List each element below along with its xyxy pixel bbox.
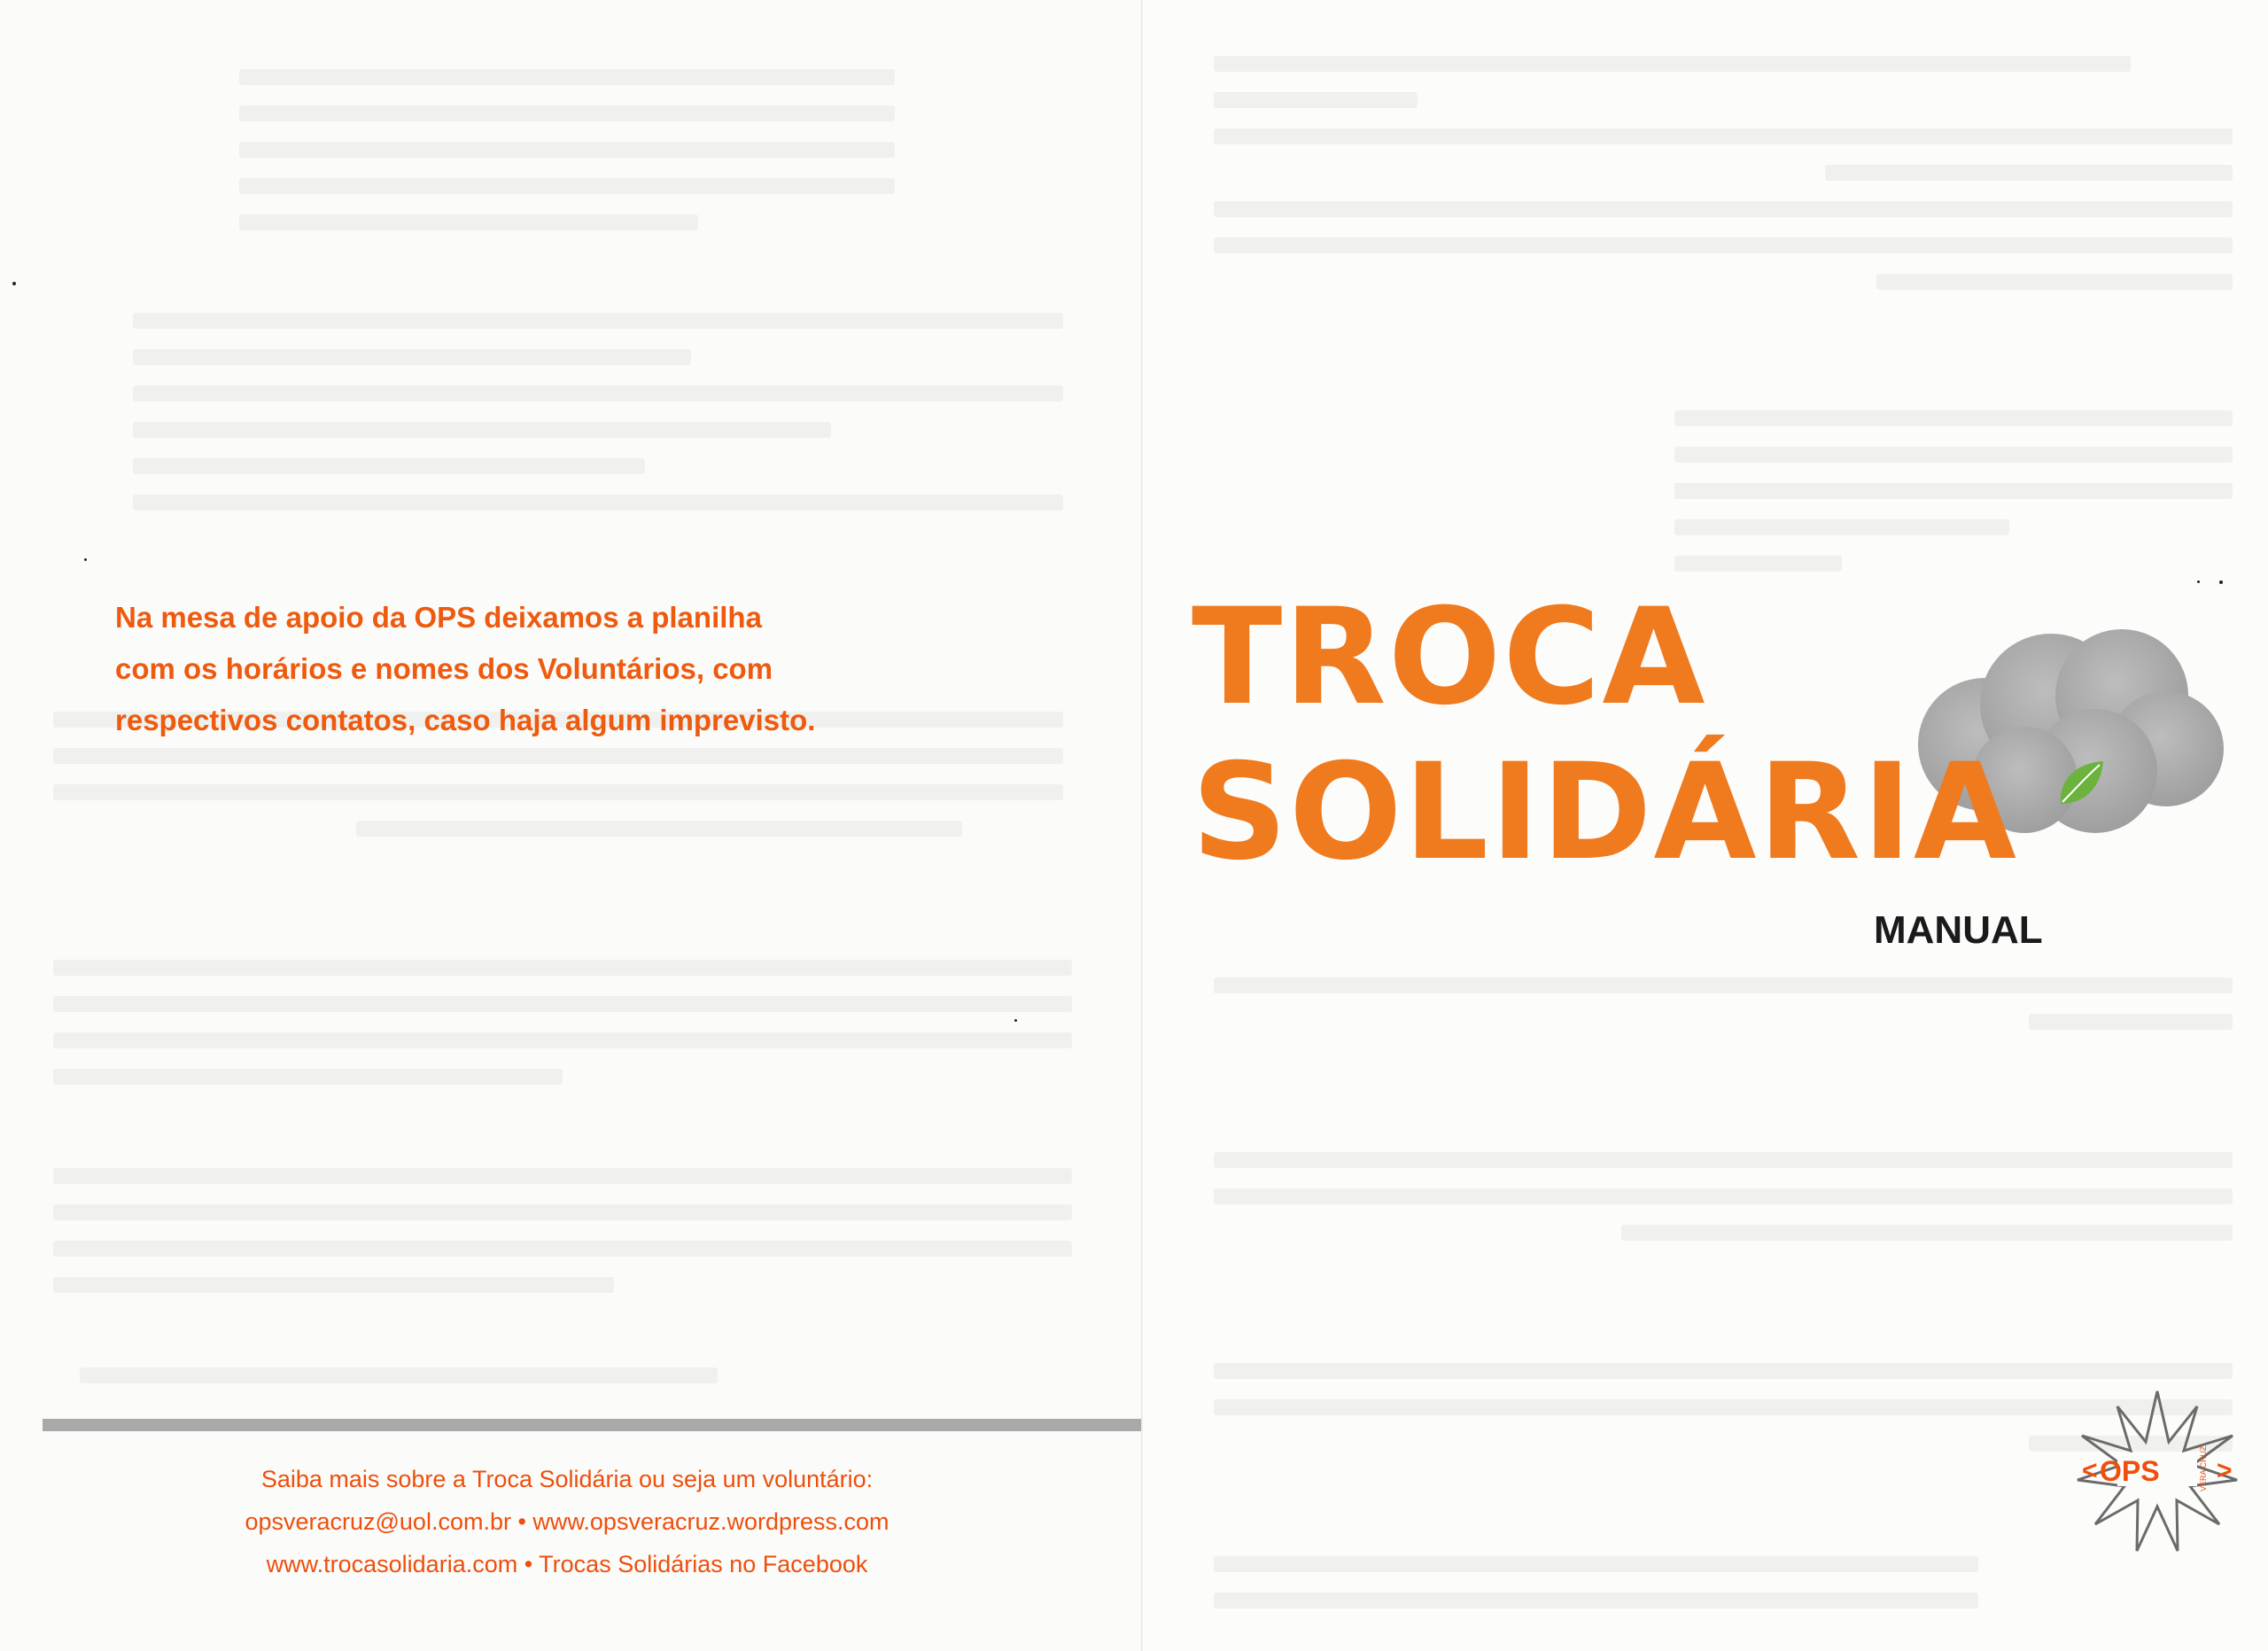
contact-info xyxy=(115,1458,1019,1585)
svg-text:>: > xyxy=(2217,1456,2233,1485)
cover-subtitle: MANUAL xyxy=(1874,908,2043,952)
note-line-3: respectivos contatos, caso haja algum imprevisto. xyxy=(115,704,816,736)
show-through-text xyxy=(0,292,1143,531)
svg-text:<: < xyxy=(2082,1456,2098,1485)
logo-subtext: VERA CRUZ xyxy=(2199,1445,2208,1491)
contact-intro: Saiba mais sobre a Troca Solidária ou seja um voluntário: xyxy=(260,1466,874,1492)
contact-site-facebook[interactable]: www.trocasolidaria.com • Trocas Solidárias no Facebook xyxy=(266,1551,868,1577)
show-through-text xyxy=(1143,390,2268,592)
scan-speck xyxy=(2219,580,2223,584)
contact-email-website[interactable]: opsveracruz@uol.com.br • www.opsveracruz.wordpress.com xyxy=(245,1508,889,1535)
logo-text: OPS xyxy=(2100,1455,2160,1487)
star-logo-icon xyxy=(2073,1387,2241,1555)
note-line-1: Na mesa de apoio da OPS deixamos a planilha xyxy=(115,601,762,634)
title-line-2: SOLIDÁRIA xyxy=(1192,736,2018,890)
support-table-note xyxy=(115,592,983,746)
show-through-text xyxy=(0,939,1143,1105)
gray-divider-bar xyxy=(43,1419,1143,1431)
show-through-text xyxy=(0,49,1143,251)
show-through-text xyxy=(1143,35,2268,310)
cover-title xyxy=(1192,580,2078,891)
scan-speck xyxy=(84,558,87,561)
title-line-1: TROCA xyxy=(1192,580,1707,735)
scan-speck xyxy=(12,282,16,285)
show-through-text xyxy=(0,1148,1143,1313)
show-through-text xyxy=(0,1347,1143,1404)
scan-speck xyxy=(2197,580,2200,583)
scan-speck xyxy=(1014,1019,1017,1022)
note-line-2: com os horários e nomes dos Voluntários, com xyxy=(115,652,773,685)
